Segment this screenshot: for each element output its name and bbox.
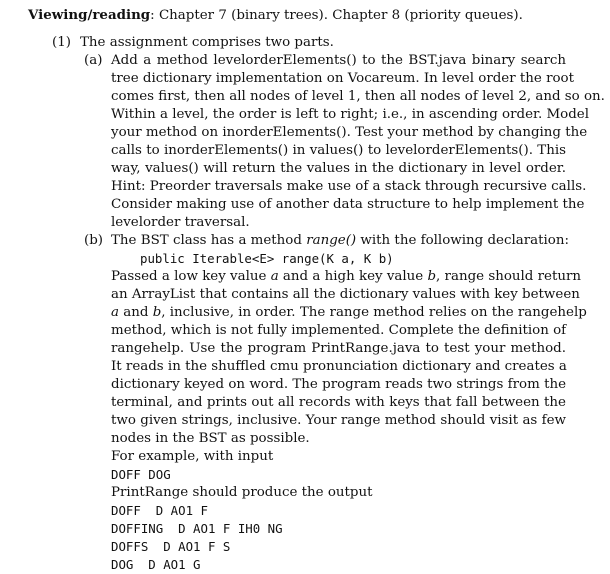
example-input: DOFF DOG bbox=[111, 467, 171, 482]
variable-name: a bbox=[111, 305, 119, 320]
part-b-line bbox=[111, 340, 566, 358]
text-segment: nodes in the BST as possible. bbox=[111, 431, 310, 446]
text-segment: , range should return bbox=[436, 269, 581, 284]
text-segment: method, which is not fully implemented. Complete the definition of bbox=[111, 323, 567, 338]
intro-before: The BST class has a method bbox=[111, 233, 307, 248]
text-segment: and a high key value bbox=[278, 269, 428, 284]
example-intro-text: For example, with input bbox=[111, 449, 274, 464]
part-b-line bbox=[111, 268, 581, 286]
range-declaration: public Iterable<E> range(K a, K b) bbox=[140, 251, 394, 266]
output-line: DOFF D AO1 F bbox=[111, 503, 208, 518]
part-a-paragraph bbox=[111, 52, 605, 232]
part-b-intro bbox=[111, 232, 569, 250]
part-a-label: (a) bbox=[84, 53, 103, 68]
output-line: DOFFS D AO1 F S bbox=[111, 539, 231, 554]
text-segment: terminal, and prints out all records with keys that fall between the bbox=[111, 395, 566, 410]
part-b-line bbox=[111, 322, 566, 340]
text-segment: , inclusive, in order. The range method relies on the rangehelp bbox=[161, 305, 587, 320]
output-intro-text: PrintRange should produce the output bbox=[111, 485, 373, 500]
output-line: DOFFING D AO1 F IH0 NG bbox=[111, 521, 283, 536]
part-a-line: calls to inorderElements() in values() to levelorderElements(). This bbox=[111, 143, 566, 158]
text-segment: and bbox=[118, 305, 153, 320]
text-segment: an ArrayList that contains all the dictionary values with key between bbox=[111, 287, 580, 302]
part-a-line: tree dictionary implementation on Vocareum. In level order the root bbox=[111, 71, 574, 86]
part-b-paragraph bbox=[111, 268, 587, 448]
part-b-line bbox=[111, 304, 587, 322]
part-b-line bbox=[111, 412, 566, 430]
part-a-line: levelorder traversal. bbox=[111, 215, 250, 230]
part-a-line: your method on inorderElements(). Test your method by changing the bbox=[111, 125, 588, 140]
part-b-intro-line bbox=[111, 232, 569, 250]
part-a-line: Hint: Preorder traversals make use of a stack through recursive calls. bbox=[111, 179, 587, 194]
part-a-line: Add a method levelorderElements() to the BST.java binary search bbox=[111, 53, 566, 68]
text-segment: Passed a low key value bbox=[111, 269, 271, 284]
output-line: DOG D AO1 G bbox=[111, 557, 201, 572]
intro-after: with the following declaration: bbox=[356, 233, 569, 248]
heading-text: : Chapter 7 (binary trees). Chapter 8 (priority queues). bbox=[150, 8, 523, 23]
example-intro bbox=[111, 448, 566, 466]
text-segment: rangehelp. Use the program PrintRange.java to test your method. bbox=[111, 341, 566, 356]
text-segment: two given strings, inclusive. Your range method should visit as few bbox=[111, 413, 566, 428]
heading-label: Viewing/reading bbox=[28, 7, 151, 23]
part-a-line: comes first, then all nodes of level 1, then all nodes of level 2, and so on. bbox=[111, 89, 605, 104]
variable-name: a bbox=[270, 269, 279, 284]
part-b-label: (b) bbox=[84, 233, 104, 248]
text-segment: dictionary keyed on word. The program reads two strings from the bbox=[111, 377, 566, 392]
text-segment: It reads in the shuffled cmu pronunciation dictionary and creates a bbox=[111, 359, 567, 374]
part-b-line bbox=[111, 376, 566, 394]
part-a-line: Consider making use of another data structure to help implement the bbox=[111, 197, 585, 212]
output-intro bbox=[111, 484, 566, 502]
part-a-line: Within a level, the order is left to right; i.e., in ascending order. Model bbox=[111, 107, 590, 122]
part-b-line bbox=[111, 394, 566, 412]
part-b-line bbox=[111, 430, 566, 448]
page-heading bbox=[28, 6, 598, 25]
part-a-line: way, values() will return the values in the dictionary in level order. bbox=[111, 161, 566, 176]
variable-name: b bbox=[427, 269, 437, 284]
part-b-line bbox=[111, 358, 566, 376]
variable-name: b bbox=[152, 305, 162, 320]
range-method-name: range() bbox=[306, 233, 357, 248]
part-b-line bbox=[111, 286, 580, 304]
item-lead-text: The assignment comprises two parts. bbox=[80, 35, 334, 50]
item-number: (1) bbox=[52, 35, 71, 50]
